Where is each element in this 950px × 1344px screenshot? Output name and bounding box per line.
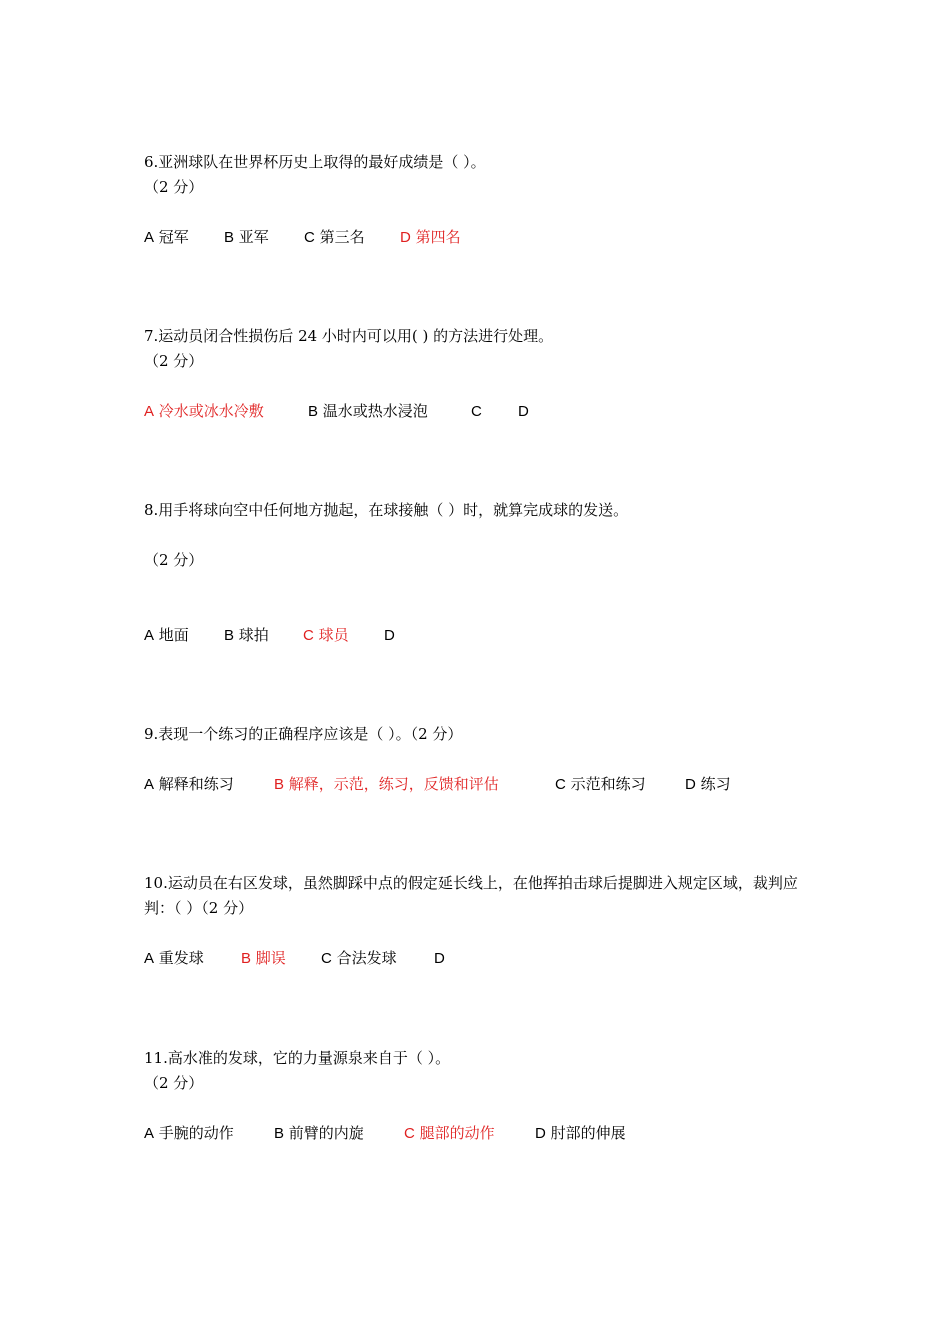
option-c: C 球员 — [303, 626, 349, 644]
question-11-text: 11.高水准的发球，它的力量源泉来自于（ ）。 — [144, 1049, 451, 1067]
option-c: C — [471, 403, 482, 420]
question-10-text: 10.运动员在右区发球，虽然脚踩中点的假定延长线上，在他挥拍击球后提脚进入规定区域，裁判应判：（ ）（2 分） — [144, 874, 798, 917]
option-b: B 亚军 — [224, 228, 269, 246]
option-a: A 重发球 — [144, 949, 204, 967]
option-d: D — [518, 403, 529, 420]
option-d: D — [434, 950, 445, 967]
option-a: A 解释和练习 — [144, 775, 234, 793]
option-a: A 地面 — [144, 626, 189, 644]
option-a: A 冷水或冰水冷敷 — [144, 402, 264, 420]
option-c: C 合法发球 — [321, 949, 397, 967]
option-c: C 腿部的动作 — [404, 1124, 495, 1142]
option-d: D — [384, 627, 395, 644]
option-a: A 手腕的动作 — [144, 1124, 234, 1142]
question-9-text: 9.表现一个练习的正确程序应该是（ ）。（2 分） — [144, 725, 463, 743]
question-6-text: 6.亚洲球队在世界杯历史上取得的最好成绩是（ ）。 — [144, 153, 486, 171]
option-a: A 冠军 — [144, 228, 189, 246]
option-b: B 温水或热水浸泡 — [308, 402, 428, 420]
option-b: B 脚误 — [241, 949, 286, 967]
option-c: C 示范和练习 — [555, 775, 646, 793]
question-8-score: （2 分） — [144, 551, 204, 569]
option-c: C 第三名 — [304, 228, 365, 246]
question-11-score: （2 分） — [144, 1074, 204, 1092]
option-b: B 解释，示范，练习，反馈和评估 — [274, 775, 499, 793]
option-b: B 前臂的内旋 — [274, 1124, 364, 1142]
question-8-text: 8.用手将球向空中任何地方抛起，在球接触（ ）时，就算完成球的发送。 — [144, 501, 629, 519]
question-7-score: （2 分） — [144, 352, 204, 370]
question-7-text: 7.运动员闭合性损伤后 24 小时内可以用( ) 的方法进行处理。 — [144, 327, 554, 345]
option-d: D 练习 — [685, 775, 731, 793]
option-b: B 球拍 — [224, 626, 269, 644]
option-d: D 第四名 — [400, 228, 461, 246]
question-6-score: （2 分） — [144, 178, 204, 196]
option-d: D 肘部的伸展 — [535, 1124, 626, 1142]
